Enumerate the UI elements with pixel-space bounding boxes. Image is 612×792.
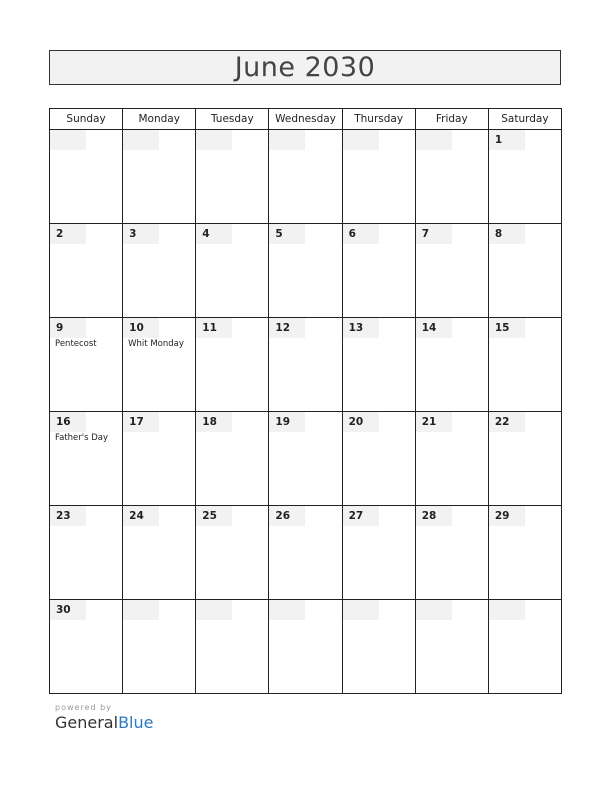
day-number — [123, 600, 159, 620]
day-cell[interactable] — [269, 506, 342, 600]
day-number — [269, 130, 305, 150]
day-cell[interactable] — [269, 412, 342, 506]
day-number: 1 — [489, 130, 525, 150]
empty-day-cell — [123, 600, 196, 694]
holiday-label: Pentecost — [55, 339, 97, 349]
week-row — [50, 318, 562, 412]
week-row — [50, 130, 562, 224]
day-number — [50, 130, 86, 150]
day-number: 29 — [489, 506, 525, 526]
calendar-grid — [49, 108, 562, 694]
week-row — [50, 506, 562, 600]
day-number: 16 — [50, 412, 86, 432]
weekday-header-sunday: Sunday — [50, 109, 123, 130]
brand-blue-text: Blue — [118, 713, 154, 732]
calendar-title: June 2030 — [234, 52, 376, 83]
day-number: 10 — [123, 318, 159, 338]
day-number: 28 — [416, 506, 452, 526]
weekday-header-thursday: Thursday — [342, 109, 415, 130]
week-row — [50, 412, 562, 506]
day-number: 3 — [123, 224, 159, 244]
day-number: 20 — [343, 412, 379, 432]
empty-day-cell — [269, 600, 342, 694]
empty-day-cell — [342, 130, 415, 224]
day-number: 12 — [269, 318, 305, 338]
day-number — [416, 600, 452, 620]
day-number — [269, 600, 305, 620]
day-cell[interactable] — [342, 224, 415, 318]
day-cell[interactable] — [50, 318, 123, 412]
day-cell[interactable] — [50, 506, 123, 600]
day-number: 14 — [416, 318, 452, 338]
week-row — [50, 600, 562, 694]
day-number: 9 — [50, 318, 86, 338]
brand-logo — [55, 713, 153, 732]
day-number — [343, 600, 379, 620]
day-number: 5 — [269, 224, 305, 244]
day-cell[interactable] — [269, 318, 342, 412]
empty-day-cell — [415, 600, 488, 694]
day-number: 18 — [196, 412, 232, 432]
brand-general-text: General — [55, 713, 119, 732]
day-number: 6 — [343, 224, 379, 244]
day-number: 8 — [489, 224, 525, 244]
day-cell[interactable] — [488, 224, 561, 318]
day-cell[interactable] — [123, 506, 196, 600]
day-number: 23 — [50, 506, 86, 526]
day-number: 7 — [416, 224, 452, 244]
empty-day-cell — [196, 600, 269, 694]
day-cell[interactable] — [269, 224, 342, 318]
day-cell[interactable] — [196, 506, 269, 600]
empty-day-cell — [269, 130, 342, 224]
day-number: 2 — [50, 224, 86, 244]
week-row — [50, 224, 562, 318]
day-cell[interactable] — [488, 130, 561, 224]
day-cell[interactable] — [488, 412, 561, 506]
day-number: 24 — [123, 506, 159, 526]
day-number: 27 — [343, 506, 379, 526]
day-cell[interactable] — [50, 224, 123, 318]
weekday-header-friday: Friday — [415, 109, 488, 130]
day-number — [416, 130, 452, 150]
day-cell[interactable] — [342, 318, 415, 412]
empty-day-cell — [196, 130, 269, 224]
weekday-header-monday: Monday — [123, 109, 196, 130]
weekday-header-wednesday: Wednesday — [269, 109, 342, 130]
weekday-header-row — [50, 109, 562, 130]
powered-by-text: powered by — [55, 703, 112, 712]
day-cell[interactable] — [196, 224, 269, 318]
day-number — [489, 600, 525, 620]
calendar-title-box — [49, 50, 561, 85]
day-cell[interactable] — [415, 318, 488, 412]
day-number: 22 — [489, 412, 525, 432]
day-cell[interactable] — [50, 600, 123, 694]
day-cell[interactable] — [50, 412, 123, 506]
empty-day-cell — [342, 600, 415, 694]
day-number: 15 — [489, 318, 525, 338]
day-cell[interactable] — [123, 318, 196, 412]
empty-day-cell — [50, 130, 123, 224]
day-number — [196, 600, 232, 620]
day-cell[interactable] — [488, 506, 561, 600]
day-number: 21 — [416, 412, 452, 432]
empty-day-cell — [488, 600, 561, 694]
day-cell[interactable] — [196, 318, 269, 412]
day-number: 30 — [50, 600, 86, 620]
day-cell[interactable] — [123, 224, 196, 318]
calendar-body — [50, 130, 562, 694]
day-number — [196, 130, 232, 150]
day-number: 4 — [196, 224, 232, 244]
empty-day-cell — [123, 130, 196, 224]
day-number: 17 — [123, 412, 159, 432]
weekday-header-saturday: Saturday — [488, 109, 561, 130]
empty-day-cell — [415, 130, 488, 224]
day-number: 25 — [196, 506, 232, 526]
day-cell[interactable] — [488, 318, 561, 412]
footer-branding — [55, 703, 153, 732]
day-number: 19 — [269, 412, 305, 432]
day-number — [343, 130, 379, 150]
day-cell[interactable] — [196, 412, 269, 506]
day-cell[interactable] — [123, 412, 196, 506]
day-number — [123, 130, 159, 150]
weekday-header-tuesday: Tuesday — [196, 109, 269, 130]
holiday-label: Father's Day — [55, 433, 109, 443]
holiday-label: Whit Monday — [128, 339, 184, 349]
day-cell[interactable] — [415, 224, 488, 318]
day-cell[interactable] — [415, 412, 488, 506]
day-cell[interactable] — [342, 412, 415, 506]
day-number: 26 — [269, 506, 305, 526]
day-number: 11 — [196, 318, 232, 338]
day-cell[interactable] — [342, 506, 415, 600]
day-number: 13 — [343, 318, 379, 338]
day-cell[interactable] — [415, 506, 488, 600]
